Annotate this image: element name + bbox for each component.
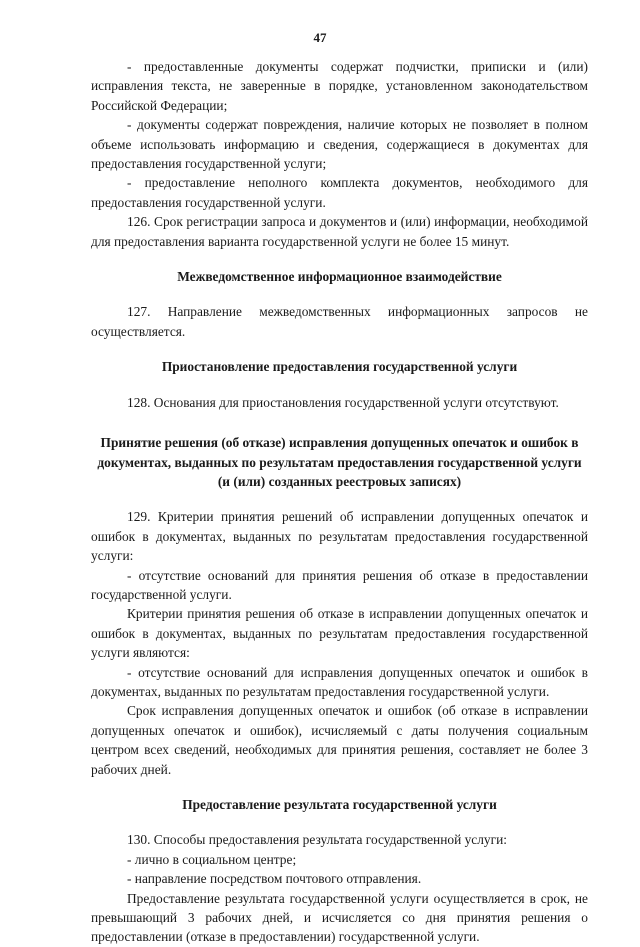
section-heading-result: Предоставление результата государственной услуги <box>182 797 497 812</box>
list-item: - предоставленные документы содержат подчистки, приписки и (или) исправления текста, не заверенные в порядке, установленном законодательством Российской Федерации; <box>91 59 588 113</box>
list-item: - отсутствие оснований для принятия решения об отказе в предоставлении государственной услуги. <box>91 567 588 602</box>
list-item: - документы содержат повреждения, наличие которых не позволяет в полном объеме использовать информацию и сведения, содержащиеся в документах для предоставления государственной услуги; <box>91 117 588 172</box>
paragraph: Предоставление результата государственной услуги осуществляется в срок, не превышающий 3 рабочих дней, и исчисляется со дня принятия решения о предоставлении (отказе в предоставлении) государственной услуги. <box>91 890 588 945</box>
paragraph-130: 130. Способы предоставления результата государственной услуги: <box>127 832 507 848</box>
list-item: - предоставление неполного комплекта документов, необходимого для предоставления государственной услуги. <box>91 175 588 210</box>
section-heading-corrections: Принятие решения (об отказе) исправления допущенных опечаток и ошибок в документах, выданных по результатам предоставления государственной услуги (и (или) созданных реестровых записях) <box>97 435 582 489</box>
paragraph: Критерии принятия решения об отказе в исправлении допущенных опечаток и ошибок в документах, выданных по результатам предоставления государственной услуги являются: <box>91 606 588 661</box>
paragraph-129: 129. Критерии принятия решений об исправлении допущенных опечаток и ошибок в документах, выданных по результатам предоставления государственной услуги: <box>91 509 588 564</box>
section-heading-interagency: Межведомственное информационное взаимодействие <box>177 269 502 285</box>
document-body <box>91 57 588 947</box>
paragraph-127: 127. Направление межведомственных информационных запросов не осуществляется. <box>91 304 588 339</box>
list-item: - отсутствие оснований для исправления допущенных опечаток и ошибок в документах, выданных по результатам предоставления государственной услуги. <box>91 664 588 699</box>
list-item: - направление посредством почтового отправления. <box>127 871 422 887</box>
page-number: 47 <box>313 30 327 45</box>
list-item: - лично в социальном центре; <box>127 851 297 867</box>
paragraph: Срок исправления допущенных опечаток и ошибок (об отказе в исправлении допущенных опечаток и ошибок), исчисляемый с даты получения социальным центром всех сведений, необходимых для принятия решения, составляет не более 3 рабочих дней. <box>91 703 588 777</box>
paragraph-128: 128. Основания для приостановления государственной услуги отсутствуют. <box>127 394 559 410</box>
paragraph-126: 126. Срок регистрации запроса и документов и (или) информации, необходимой для предоставления варианта государственной услуги не более 15 минут. <box>91 214 588 249</box>
section-heading-suspension: Приостановление предоставления государственной услуги <box>161 359 518 375</box>
